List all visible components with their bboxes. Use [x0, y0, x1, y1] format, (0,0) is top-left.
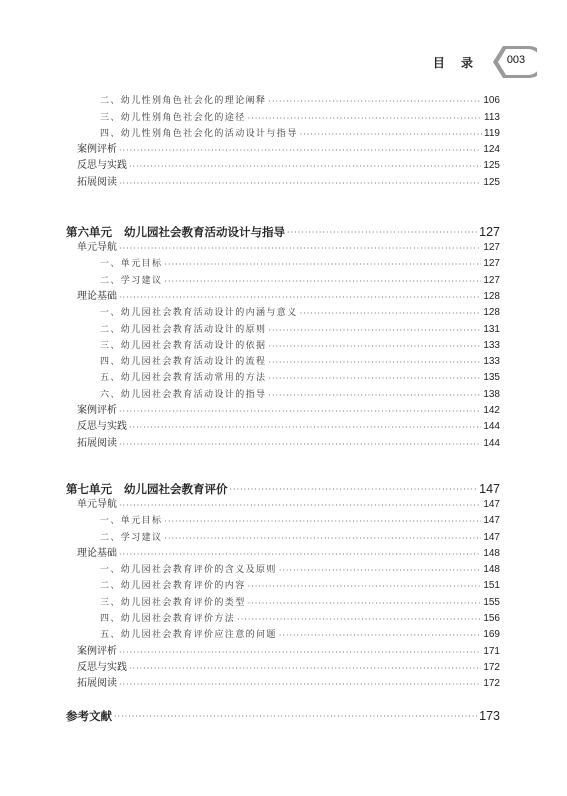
toc-entry[interactable]: 一、幼儿园社会教育评价的含义及原则 ····· 148 — [66, 561, 500, 577]
toc-entry[interactable]: 案例评析 ····· 124 — [66, 141, 500, 157]
toc-entry[interactable]: 一、单元目标 ····· 127 — [66, 255, 500, 271]
toc-heading: 目 录 — [432, 55, 479, 70]
toc-entry[interactable]: 一、幼儿园社会教育活动设计的内涵与意义 ····· 128 — [66, 304, 500, 320]
toc-entry[interactable]: 理论基础 ····· 128 — [66, 288, 500, 304]
toc-entry[interactable]: 二、幼儿性别角色社会化的理论阐释 ····· 106 — [66, 92, 500, 108]
toc-entry[interactable]: 五、幼儿园社会教育活动常用的方法 ····· 135 — [66, 369, 500, 385]
toc-entry[interactable]: 反思与实践 ····· 172 — [66, 659, 500, 675]
toc-entry[interactable]: 二、幼儿园社会教育评价的内容 ····· 151 — [66, 577, 500, 593]
toc-references[interactable]: 参考文献 ····· 173 — [66, 701, 500, 723]
toc-entry[interactable]: 案例评析 ····· 171 — [66, 642, 500, 658]
toc-entry[interactable]: 四、幼儿园社会教育活动设计的流程 ····· 133 — [66, 353, 500, 369]
toc-unit-heading[interactable]: 第六单元 幼儿园社会教育活动设计与指导 ····· 127 — [66, 217, 500, 239]
toc-entry[interactable]: 单元导航 ····· 127 — [66, 239, 500, 255]
toc-entry[interactable]: 二、学习建议 ····· 127 — [66, 271, 500, 287]
toc-entry[interactable]: 案例评析 ····· 142 — [66, 402, 500, 418]
toc-entry[interactable]: 四、幼儿性别角色社会化的活动设计与指导 ····· 119 — [66, 125, 500, 141]
toc-entry[interactable]: 反思与实践 ····· 144 — [66, 418, 500, 434]
toc-entry[interactable]: 四、幼儿园社会教育评价方法 ····· 156 — [66, 610, 500, 626]
toc-entry[interactable]: 六、幼儿园社会教育活动设计的指导 ····· 138 — [66, 385, 500, 401]
toc-entry[interactable]: 五、幼儿园社会教育评价应注意的问题 ····· 169 — [66, 626, 500, 642]
toc-entry[interactable]: 一、单元目标 ····· 147 — [66, 512, 500, 528]
toc-entry[interactable]: 二、学习建议 ····· 147 — [66, 528, 500, 544]
toc-entry[interactable]: 单元导航 ····· 147 — [66, 496, 500, 512]
toc-entry[interactable]: 反思与实践 ····· 125 — [66, 157, 500, 173]
toc-entry[interactable]: 三、幼儿园社会教育评价的类型 ····· 155 — [66, 593, 500, 609]
toc-entry[interactable]: 拓展阅读 ····· 125 — [66, 173, 500, 189]
toc-entry[interactable]: 拓展阅读 ····· 144 — [66, 434, 500, 450]
toc-entry[interactable]: 拓展阅读 ····· 172 — [66, 675, 500, 691]
page-number-badge — [489, 44, 537, 80]
toc-unit-heading[interactable]: 第七单元 幼儿园社会教育评价 ····· 147 — [66, 474, 500, 496]
page-number: 003 — [506, 54, 526, 66]
toc-entry[interactable]: 理论基础 ····· 148 — [66, 545, 500, 561]
page-header — [433, 44, 537, 80]
toc-entry[interactable]: 二、幼儿园社会教育活动设计的原则 ····· 131 — [66, 320, 500, 336]
toc-entry[interactable]: 三、幼儿性别角色社会化的途径 ····· 113 — [66, 108, 500, 124]
table-of-contents — [66, 92, 500, 723]
toc-entry[interactable]: 三、幼儿园社会教育活动设计的依据 ····· 133 — [66, 337, 500, 353]
